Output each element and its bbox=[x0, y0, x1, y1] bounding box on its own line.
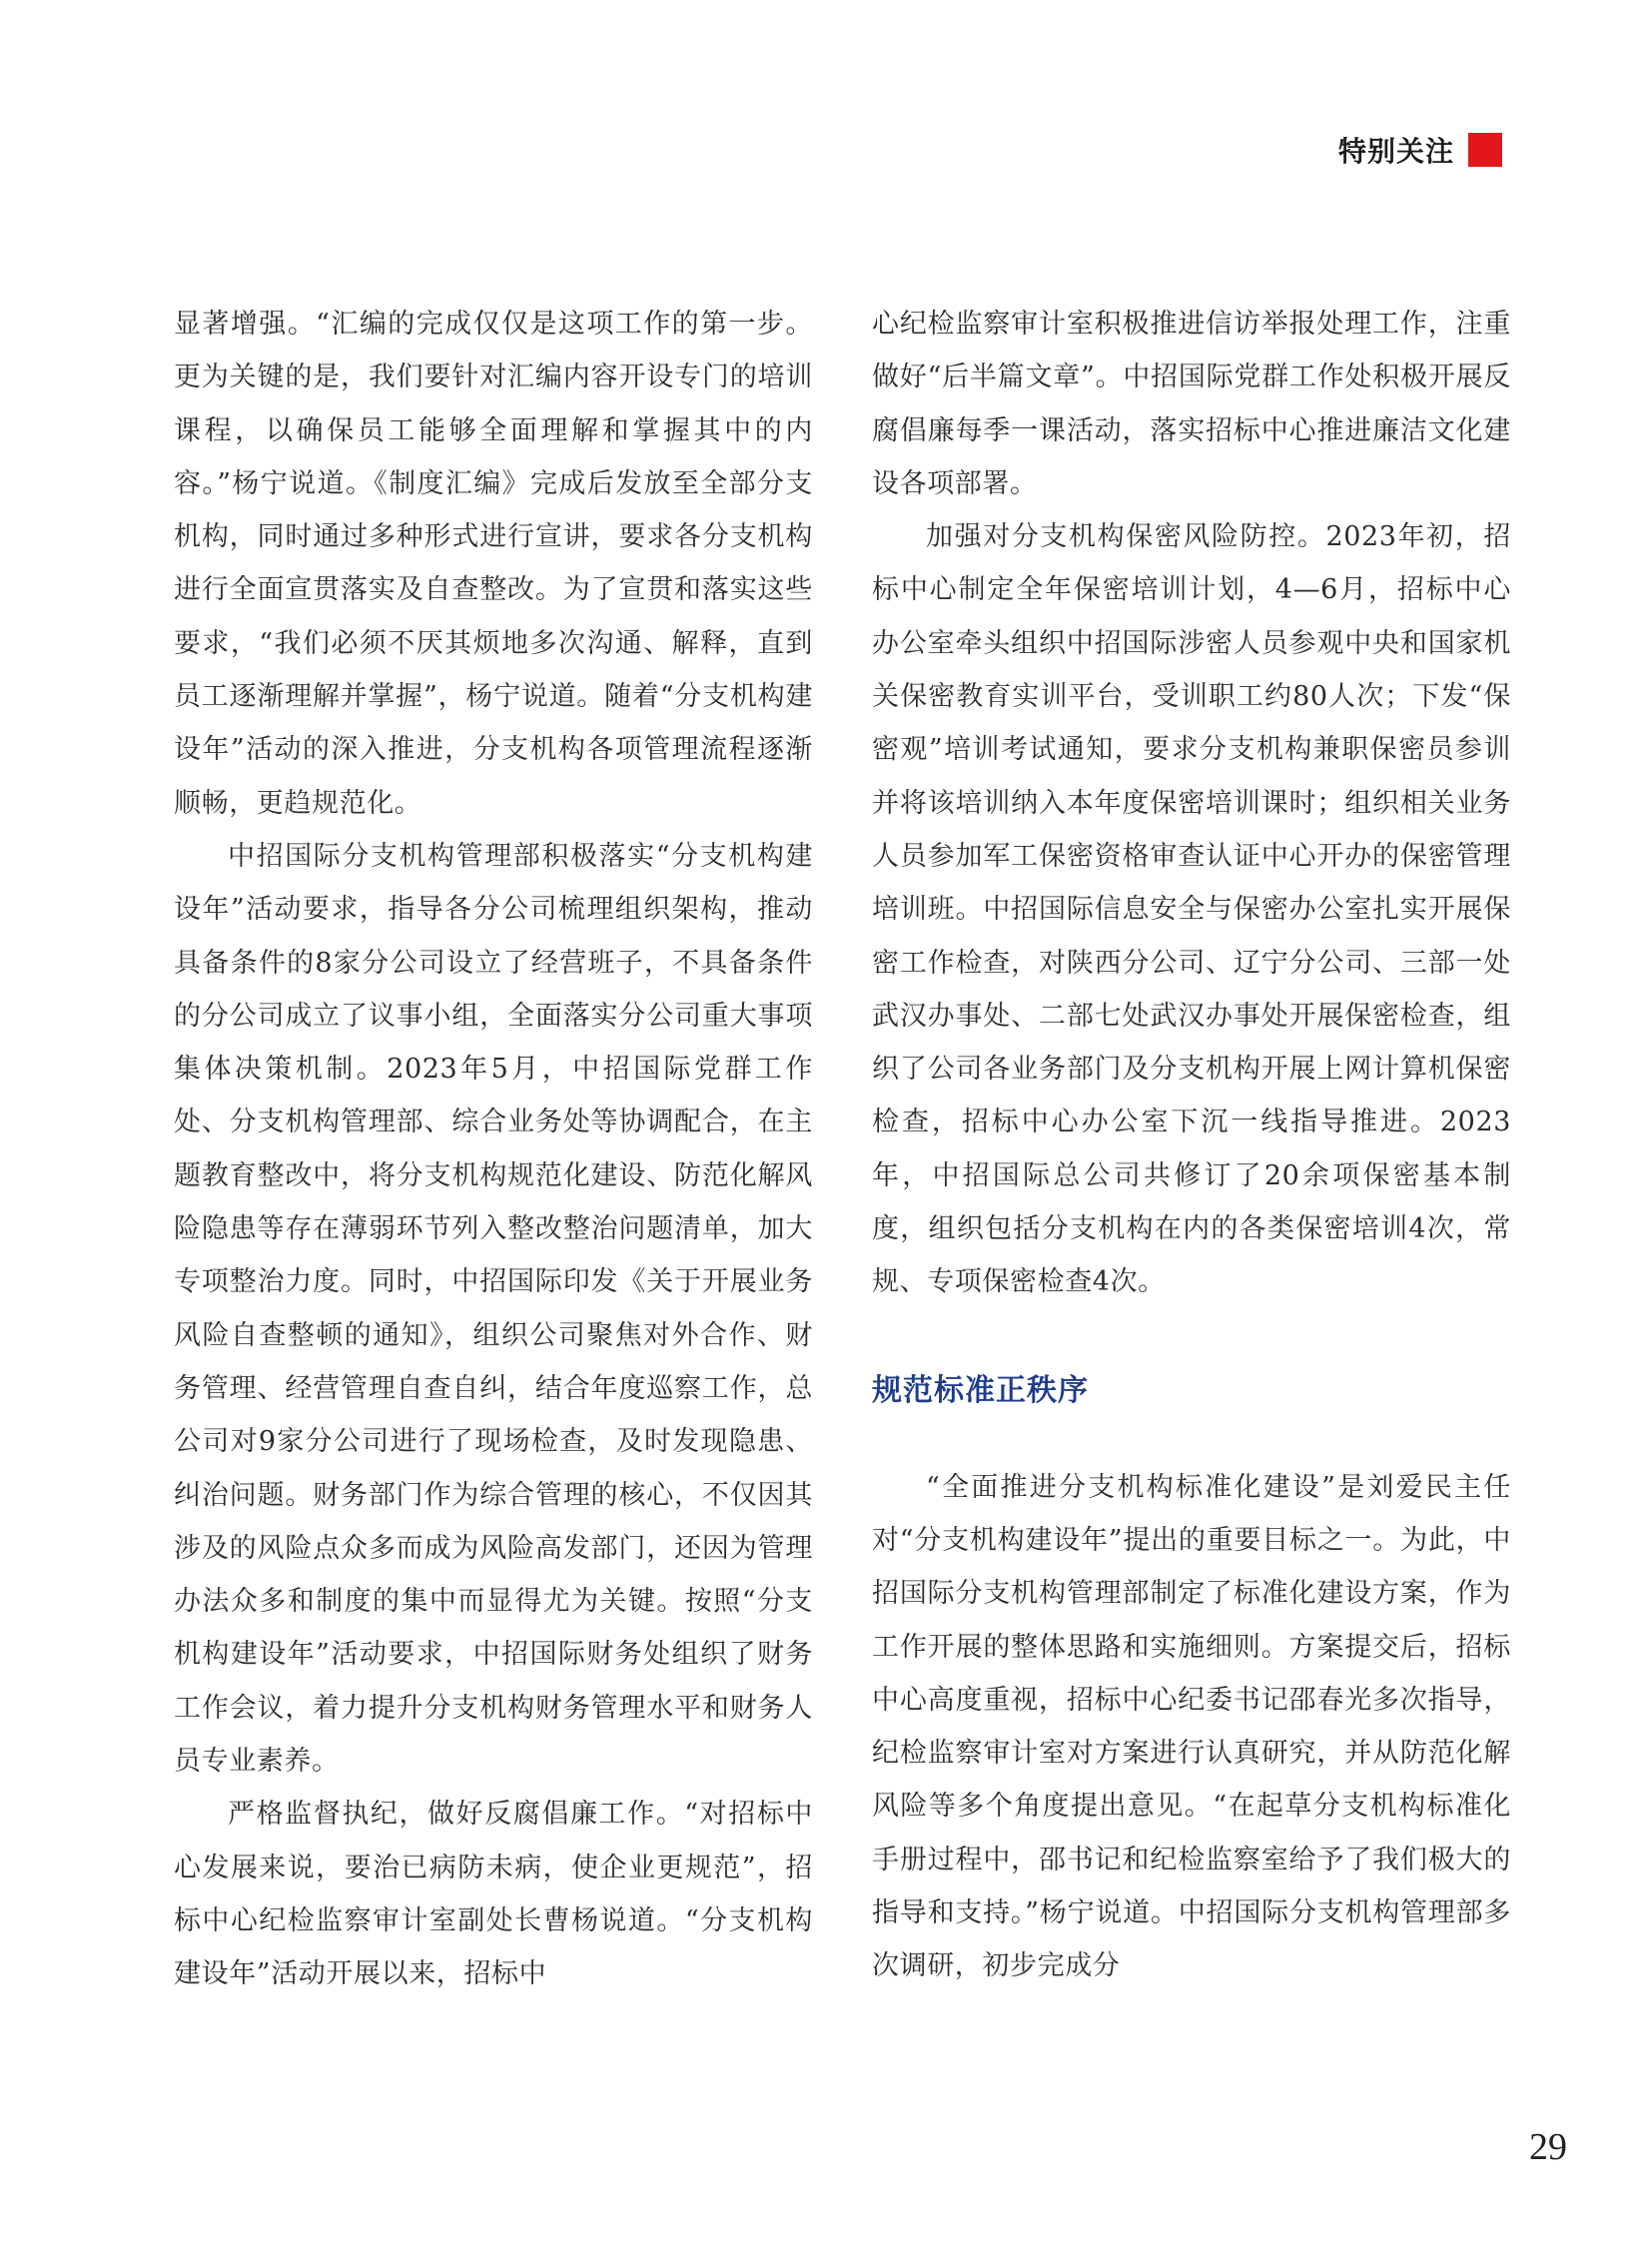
left-paragraph-2: 中招国际分支机构管理部积极落实“分支机构建设年”活动要求，指导各分公司梳理组织架构，推动具备条件的8家分公司设立了经营班子，不具备条件的分公司成立了议事小组，全面落实分公司重大事项集体决策机制。2023年5月，中招国际党群工作处、分支机构管理部、综合业务处等协调配合，在主题教育整改中，将分支机构规范化建设、防范化解风险隐患等存在薄弱环节列入整改整治问题清单，加大专项整治力度。同时，中招国际印发《关于开展业务风险自查整顿的通知》，组织公司聚焦对外合作、财务管理、经营管理自查自纠，结合年度巡察工作，总公司对9家分公司进行了现场检查，及时发现隐患、纠治问题。财务部门作为综合管理的核心，不仅因其涉及的风险点众多而成为风险高发部门，还因为管理办法众多和制度的集中而显得尤为关键。按照“分支机构建设年”活动要求，中招国际财务处组织了财务工作会议，着力提升分支机构财务管理水平和财务人员专业素养。 bbox=[174, 840, 813, 1778]
page-number: 29 bbox=[1529, 2126, 1567, 2168]
right-paragraph-3: “全面推进分支机构标准化建设”是刘爱民主任对“分支机构建设年”提出的重要目标之一。为此，中招国际分支机构管理部制定了标准化建设方案，作为工作开展的整体思路和实施细则。方案提交后，招标中心高度重视，招标中心纪委书记邵春光多次指导，纪检监察审计室对方案进行认真研究，并从防范化解风险等多个角度提出意见。“在起草分支机构标准化手册过程中，邵书记和纪检监察室给予了我们极大的指导和支持。”杨宁说道。中招国际分支机构管理部多次调研，初步完成分 bbox=[872, 1471, 1511, 1982]
section-label: 特别关注 bbox=[1337, 135, 1454, 168]
section-header bbox=[1338, 130, 1502, 170]
right-paragraph-2: 加强对分支机构保密风险防控。2023年初，招标中心制定全年保密培训计划，4—6月，招标中心办公室牵头组织中招国际涉密人员参观中央和国家机关保密教育实训平台，受训职工约80人次；下发“保密观”培训考试通知，要求分支机构兼职保密员参训并将该培训纳入本年度保密培训课时；组织相关业务人员参加军工保密资格审查认证中心开办的保密管理培训班。中招国际信息安全与保密办公室扎实开展保密工作检查，对陕西分公司、辽宁分公司、三部一处武汉办事处、二部七处武汉办事处开展保密检查，组织了公司各业务部门及分支机构开展上网计算机保密检查，招标中心办公室下沉一线指导推进。2023年，中招国际总公司共修订了20余项保密基本制度，组织包括分支机构在内的各类保密培训4次，常规、专项保密检查4次。 bbox=[872, 521, 1511, 1298]
right-paragraph-1: 心纪检监察审计室积极推进信访举报处理工作，注重做好“后半篇文章”。中招国际党群工作处积极开展反腐倡廉每季一课活动，落实招标中心推进廉洁文化建设各项部署。 bbox=[872, 309, 1511, 499]
section-marker bbox=[1468, 133, 1502, 167]
subheading: 规范标准正秩序 bbox=[872, 1372, 1089, 1408]
left-column bbox=[174, 298, 813, 2001]
left-paragraph-3: 严格监督执纪，做好反腐倡廉工作。“对招标中心发展来说，要治已病防未病，使企业更规范”，招标中心纪检监察审计室副处长曹杨说道。“分支机构建设年”活动开展以来，招标中 bbox=[174, 1799, 813, 1990]
left-paragraph-1: 显著增强。“汇编的完成仅仅是这项工作的第一步。更为关键的是，我们要针对汇编内容开设专门的培训课程，以确保员工能够全面理解和掌握其中的内容。”杨宁说道。《制度汇编》完成后发放至全部分支机构，同时通过多种形式进行宣讲，要求各分支机构进行全面宣贯落实及自查整改。为了宣贯和落实这些要求，“我们必须不厌其烦地多次沟通、解释，直到员工逐渐理解并掌握”，杨宁说道。随着“分支机构建设年”活动的深入推进，分支机构各项管理流程逐渐顺畅，更趋规范化。 bbox=[174, 309, 813, 819]
right-column bbox=[872, 298, 1511, 1993]
